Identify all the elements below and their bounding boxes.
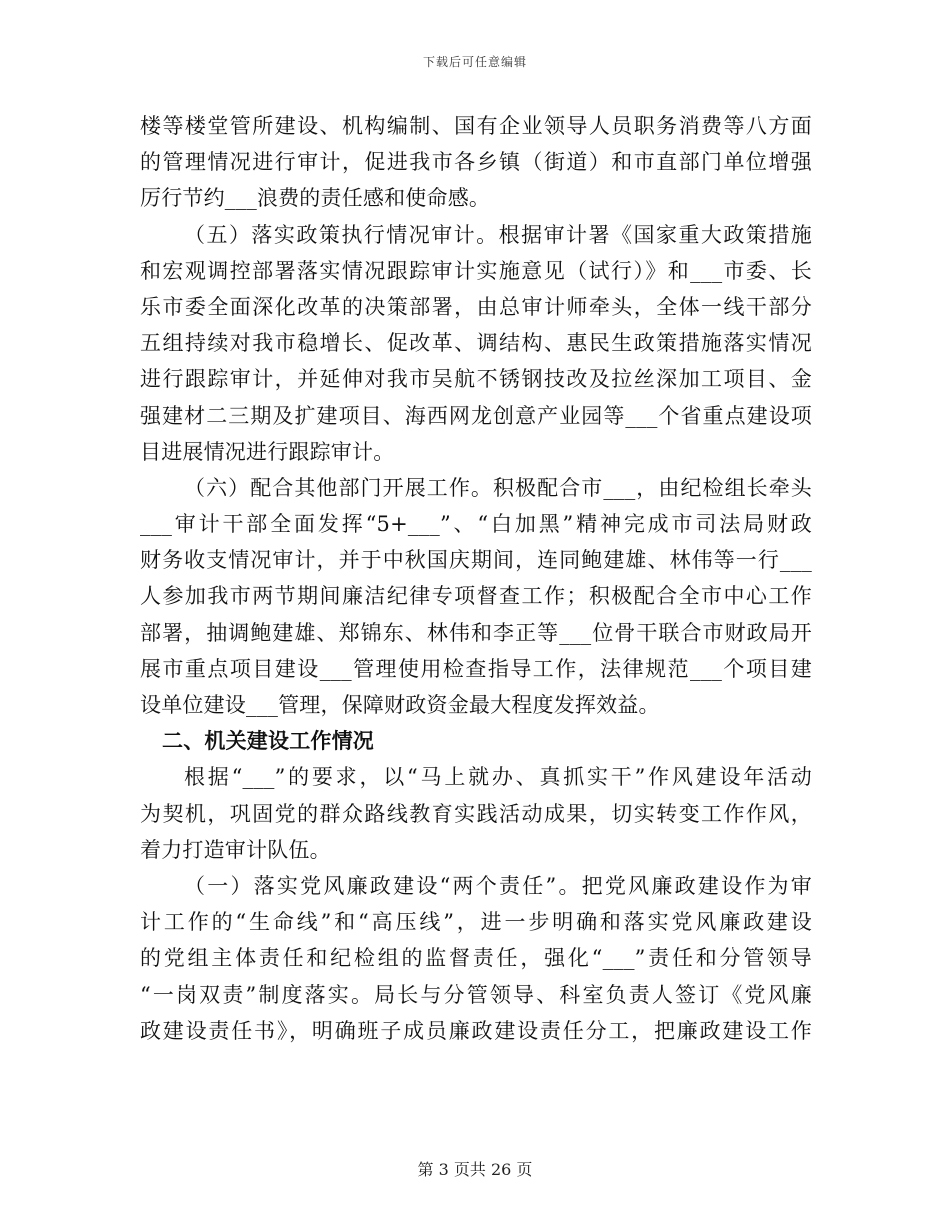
text-line: 部署，抽调鲍建雄、郑锦东、林伟和李正等___位骨干联合市财政局开 (140, 620, 812, 645)
text-line: 展市重点项目建设___管理使用检查指导工作，法律规范___个项目建 (140, 656, 812, 681)
text-line: 根据“___”的要求，以“马上就办、真抓实干”作风建设年活动 (184, 765, 812, 790)
text-line: 目进展情况进行跟踪审计。 (140, 439, 395, 464)
text-line: ___审计干部全面发挥“5+___”、“白加黑”精神完成市司法局财政 (140, 512, 812, 537)
text-line: 设单位建设___管理，保障财政资金最大程度发挥效益。 (140, 693, 660, 717)
text-line: 人参加我市两节期间廉洁纪律专项督查工作；积极配合全市中心工作 (140, 584, 812, 609)
text-line: 和宏观调控部署落实情况跟踪审计实施意见（试行）》和___市委、长 (140, 258, 812, 283)
document-body (140, 108, 812, 1049)
text-line: 强建材二三期及扩建项目、海西网龙创意产业园等___个省重点建设项 (140, 403, 812, 428)
text-line: 的管理情况进行审计，促进我市各乡镇（街道）和市直部门单位增强 (140, 150, 812, 175)
text-line: （一）落实党风廉政建设“两个责任”。把党风廉政建设作为审 (184, 873, 812, 898)
text-line: 为契机，巩固党的群众路线教育实践活动成果，切实转变工作作风， (140, 801, 812, 826)
text-line: 着力打造审计队伍。 (140, 837, 331, 862)
text-line: （六）配合其他部门开展工作。积极配合市___，由纪检组长牵头 (184, 475, 812, 500)
text-line: “一岗双责”制度落实。局长与分管领导、科室负责人签订《党风廉 (140, 982, 812, 1007)
text-line: 乐市委全面深化改革的决策部署，由总审计师牵头，全体一线干部分 (140, 294, 812, 319)
text-line: （五）落实政策执行情况审计。根据审计署《国家重大政策措施 (184, 222, 812, 247)
section-heading: 二、机关建设工作情况 (162, 729, 374, 754)
text-line: 五组持续对我市稳增长、促改革、调结构、惠民生政策措施落实情况 (140, 331, 812, 356)
text-line: 楼等楼堂管所建设、机构编制、国有企业领导人员职务消费等八方面 (140, 114, 812, 138)
text-line: 厉行节约___浪费的责任感和使命感。 (140, 186, 491, 211)
text-line: 计工作的“生命线”和“高压线”，进一步明确和落实党风廉政建设 (140, 910, 812, 935)
page-footer: 第 3 页共 26 页 (417, 1160, 533, 1179)
text-line: 财务收支情况审计，并于中秋国庆期间，连同鲍建雄、林伟等一行___ (140, 548, 812, 573)
text-line: 进行跟踪审计，并延伸对我市吴航不锈钢技改及拉丝深加工项目、金 (140, 367, 812, 392)
text-line: 的党组主体责任和纪检组的监督责任，强化“___”责任和分管领导 (140, 946, 812, 971)
page-header: 下载后可任意编辑 (422, 55, 527, 69)
text-line: 政建设责任书》，明确班子成员廉政建设责任分工，把廉政建设工作 (140, 1018, 812, 1043)
